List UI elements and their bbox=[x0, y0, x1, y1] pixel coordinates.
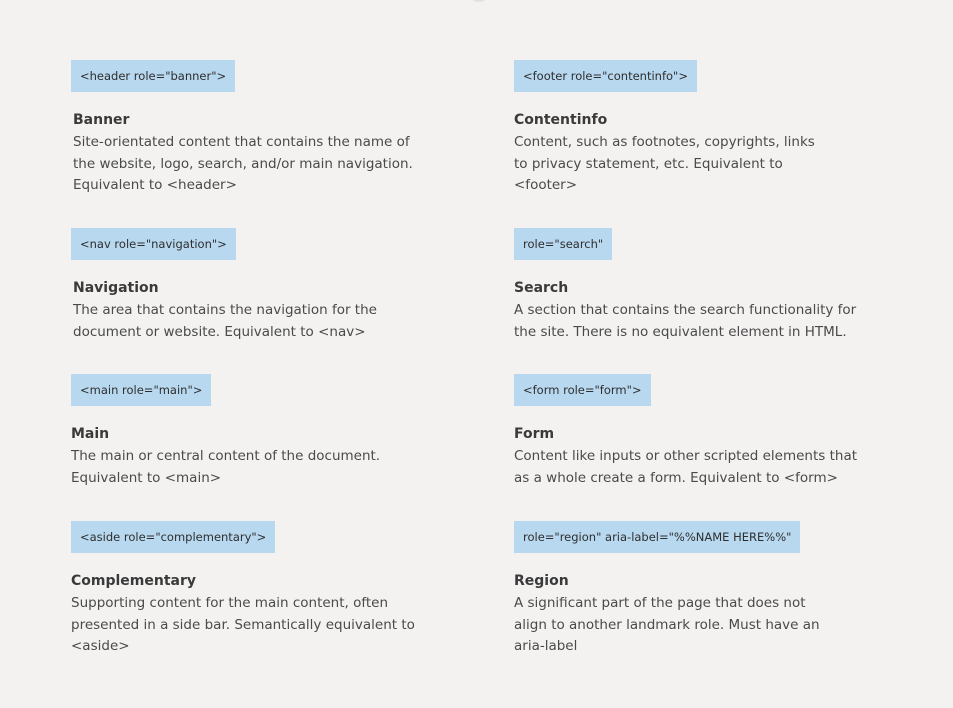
landmark-tag: <nav role="navigation"> bbox=[71, 228, 236, 260]
landmark-tag: <main role="main"> bbox=[71, 374, 211, 406]
landmark-card-complementary bbox=[71, 521, 471, 658]
landmark-tag: role="search" bbox=[514, 228, 612, 260]
landmark-description: Site-orientated content that contains the name of the website, logo, search, and/or main navigation. Equivalent to <header> bbox=[73, 134, 413, 193]
landmark-description: Content, such as footnotes, copyrights, links to privacy statement, etc. Equivalent to <footer> bbox=[514, 134, 815, 193]
landmark-description: Content like inputs or other scripted elements that as a whole create a form. Equivalent to <form> bbox=[514, 448, 858, 486]
landmark-description: Supporting content for the main content, often presented in a side bar. Semantically equivalent to <aside> bbox=[71, 595, 415, 654]
landmark-title: Form bbox=[514, 426, 555, 442]
landmark-tag: <form role="form"> bbox=[514, 374, 651, 406]
landmark-title: Main bbox=[71, 426, 110, 442]
landmark-tag: <footer role="contentinfo"> bbox=[514, 60, 697, 92]
landmark-title: Navigation bbox=[73, 280, 159, 296]
landmark-tag: <header role="banner"> bbox=[71, 60, 235, 92]
landmark-title: Complementary bbox=[71, 573, 197, 589]
landmark-card-region bbox=[514, 521, 914, 658]
landmark-card-form bbox=[514, 374, 914, 489]
landmark-tag: <aside role="complementary"> bbox=[71, 521, 275, 553]
landmark-card-search bbox=[514, 228, 914, 343]
landmark-title: Banner bbox=[73, 112, 130, 128]
landmark-description: A significant part of the page that does not align to another landmark role. Must have an aria-label bbox=[514, 595, 820, 654]
landmark-card-main bbox=[71, 374, 471, 489]
landmark-description: The main or central content of the document. Equivalent to <main> bbox=[71, 448, 381, 486]
landmark-tag: role="region" aria-label="%%NAME HERE%%" bbox=[514, 521, 800, 553]
landmark-title: Contentinfo bbox=[514, 112, 608, 128]
landmark-card-navigation bbox=[71, 228, 471, 343]
top-decoration-dot bbox=[472, 0, 486, 2]
landmark-description: The area that contains the navigation for the document or website. Equivalent to <nav> bbox=[73, 302, 377, 340]
landmark-title: Search bbox=[514, 280, 569, 296]
landmark-description: A section that contains the search functionality for the site. There is no equivalent element in HTML. bbox=[514, 302, 857, 340]
landmark-card-banner bbox=[71, 60, 471, 197]
landmark-card-contentinfo bbox=[514, 60, 914, 197]
landmark-title: Region bbox=[514, 573, 569, 589]
